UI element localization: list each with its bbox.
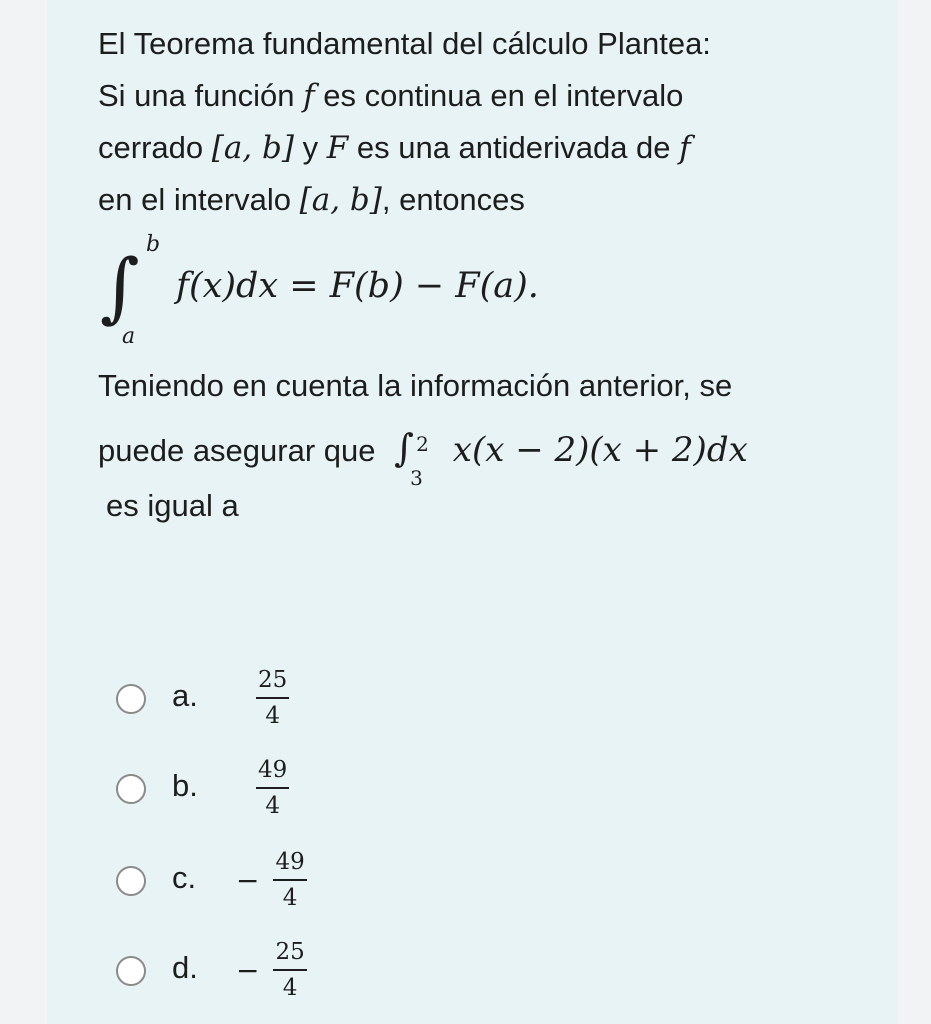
integrand: x(x − 2)(x + 2)dx <box>452 430 748 470</box>
option-letter: b. <box>172 768 198 803</box>
integral-lower-limit: 3 <box>410 465 423 490</box>
numerator: 49 <box>256 756 289 789</box>
denominator: 4 <box>265 793 280 819</box>
text-segment: cerrado <box>98 130 204 165</box>
question-line-6 <box>98 424 748 490</box>
question-line-2 <box>98 70 683 122</box>
option-value <box>236 938 307 1002</box>
sign: − <box>236 953 260 987</box>
option-d[interactable] <box>116 938 516 1008</box>
question-line-5: Teniendo en cuenta la información anterior, se <box>98 368 733 403</box>
option-letter: c. <box>172 860 197 895</box>
option-b[interactable] <box>116 756 516 826</box>
radio-button[interactable] <box>116 684 146 714</box>
text-segment: Si una función <box>98 78 295 113</box>
sign: − <box>236 863 260 897</box>
math-f: f <box>303 78 315 114</box>
denominator: 4 <box>282 885 298 911</box>
text-segment: en el intervalo <box>98 182 292 217</box>
option-letter: a. <box>172 678 198 713</box>
text-segment: , entonces <box>381 182 525 217</box>
question-line-3 <box>98 122 691 174</box>
option-value <box>242 756 289 820</box>
theorem-equation: f(x)dx = F(b) − F(a). <box>176 266 539 306</box>
math-interval: [a, b] <box>211 130 294 166</box>
option-c[interactable] <box>116 848 516 918</box>
text-segment: puede asegurar que <box>98 433 376 468</box>
math-f: f <box>679 130 691 166</box>
denominator: 4 <box>265 703 280 729</box>
numerator: 25 <box>256 666 289 699</box>
numerator: 25 <box>273 938 306 971</box>
radio-button[interactable] <box>116 774 146 804</box>
option-value <box>236 848 307 912</box>
denominator: 4 <box>282 975 298 1001</box>
math-F: F <box>326 130 349 166</box>
math-interval: [a, b] <box>299 182 382 218</box>
question-line-7: es igual a <box>106 488 239 523</box>
radio-button[interactable] <box>116 866 146 896</box>
radio-button[interactable] <box>116 956 146 986</box>
integral-lower-limit: a <box>122 324 136 349</box>
text-segment: es una antiderivada de <box>356 130 671 165</box>
theorem-formula <box>100 232 700 352</box>
text-segment: y <box>302 130 319 165</box>
option-letter: d. <box>172 950 198 985</box>
question-line-4 <box>98 174 525 226</box>
definite-integral <box>394 425 444 490</box>
integral-sign-icon: ∫ <box>394 425 414 470</box>
option-a[interactable] <box>116 666 516 736</box>
integral-upper-limit: b <box>146 232 161 257</box>
text-segment: es continua en el intervalo <box>323 78 684 113</box>
question-line-1: El Teorema fundamental del cálculo Plantea: <box>98 26 711 61</box>
option-value <box>242 666 289 730</box>
integral-upper-limit: 2 <box>416 431 429 456</box>
numerator: 49 <box>273 848 306 881</box>
integral-sign-icon: ∫ <box>100 242 140 331</box>
